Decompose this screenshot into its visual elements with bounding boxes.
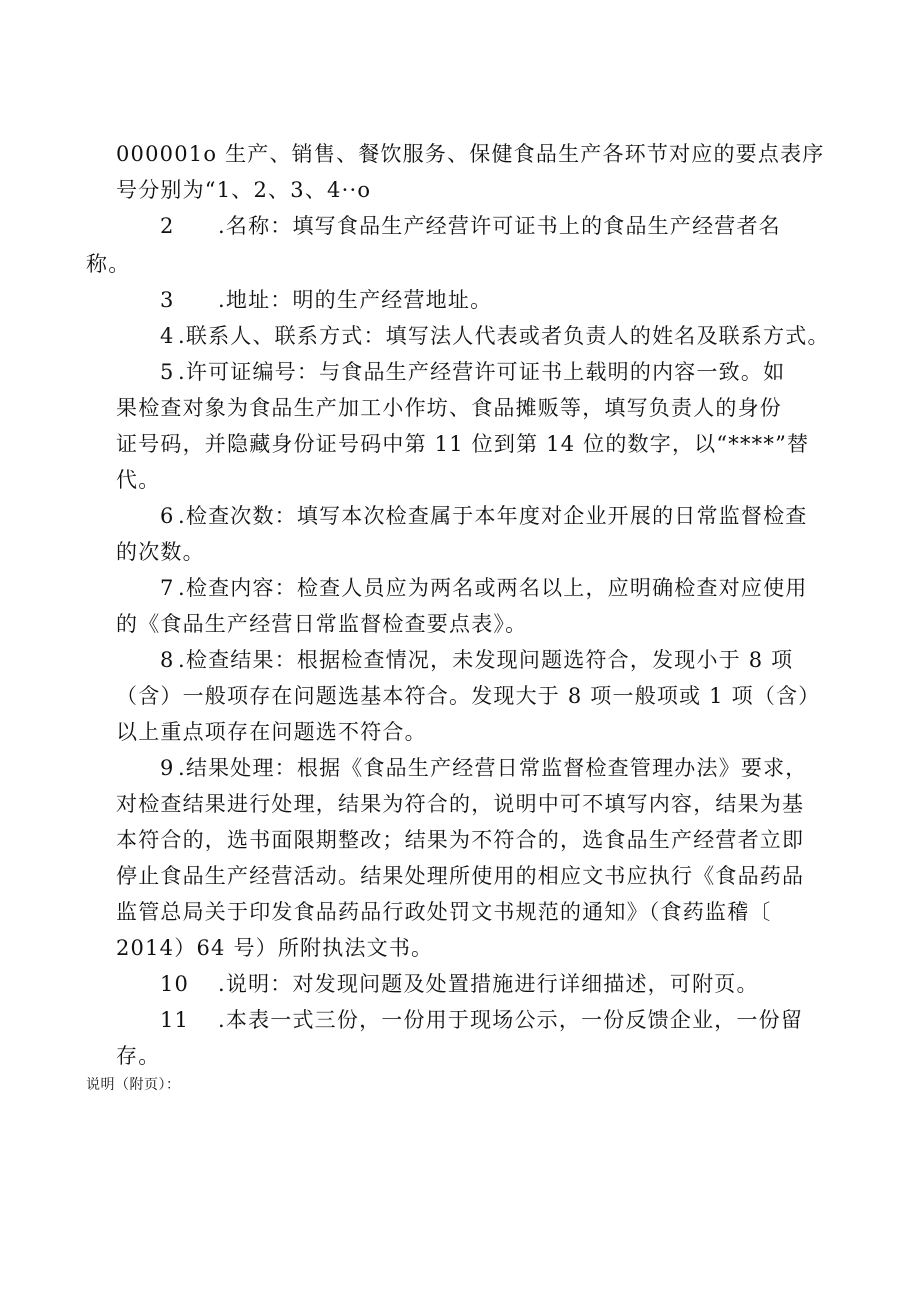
text-line: 2014）64 号）所附执法文书。 [116, 936, 434, 960]
item-text: .检查次数：填写本次检查属于本年度对企业开展的日常监督检查 [178, 504, 808, 528]
text-line: 的次数。 [116, 540, 205, 564]
item-text: .结果处理：根据《食品生产经营日常监督检查管理办法》要求， [178, 756, 808, 780]
text-line: 代。 [116, 468, 161, 492]
item-2 [160, 212, 781, 240]
item-number: 5 [160, 360, 175, 384]
text-line: 的《食品生产经营日常监督检查要点表》。 [116, 612, 528, 636]
item-number: 8 [160, 648, 175, 672]
item-number: 6 [160, 504, 175, 528]
item-number: 9 [160, 756, 175, 780]
item-11 [160, 1006, 803, 1034]
text-line: 证号码，并隐藏身份证号码中第 11 位到第 14 位的数字，以“****”替 [116, 432, 810, 456]
item-text: .地址：明的生产经营地址。 [218, 288, 493, 312]
item-text: .联系人、联系方式：填写法人代表或者负责人的姓名及联系方式。 [178, 324, 830, 348]
item-4 [160, 322, 830, 350]
item-text: .本表一式三份，一份用于现场公示，一份反馈企业，一份留 [218, 1008, 804, 1032]
item-6 [160, 502, 807, 530]
item-number: 7 [160, 576, 175, 600]
text-line: 果检查对象为食品生产加工小作坊、食品摊贩等，填写负责人的身份 [116, 396, 782, 420]
item-text: .检查内容：检查人员应为两名或两名以上，应明确检查对应使用 [178, 576, 808, 600]
item-text: .名称：填写食品生产经营许可证书上的食品生产经营者名 [218, 214, 781, 238]
item-number: 4 [160, 324, 175, 348]
text-line: 000001o 生产、销售、餐饮服务、保健食品生产各环节对应的要点表序 [116, 142, 825, 166]
text-line: 号分别为“1、2、3、4··o [116, 178, 372, 202]
item-5 [160, 358, 785, 386]
item-text: .检查结果：根据检查情况，未发现问题选符合，发现小于 8 项 [178, 648, 794, 672]
footnote-label: 说明（附页）： [86, 1077, 181, 1093]
text-line: 监管总局关于印发食品药品行政处罚文书规范的通知》（食药监稽〔 [116, 900, 772, 924]
item-number: 3 [160, 288, 175, 312]
text-line: 本符合的，选书面限期整改；结果为不符合的，选食品生产经营者立即 [116, 828, 805, 852]
item-number: 2 [160, 214, 175, 238]
item-text: .说明：对发现问题及处置措施进行详细描述，可附页。 [218, 972, 759, 996]
item-text: .许可证编号：与食品生产经营许可证书上载明的内容一致。如 [178, 360, 786, 384]
item-number: 10 [160, 972, 190, 996]
text-line: （含）一般项存在问题选基本符合。发现大于 8 项一般项或 1 项（含） [116, 684, 821, 708]
item-number: 11 [160, 1008, 190, 1032]
text-line: 称。 [86, 252, 131, 276]
item-9 [160, 754, 807, 782]
text-line: 对检查结果进行处理，结果为符合的，说明中可不填写内容，结果为基 [116, 792, 805, 816]
text-line: 存。 [116, 1044, 161, 1068]
text-line: 以上重点项存在问题选不符合。 [116, 720, 427, 744]
text-line: 停止食品生产经营活动。结果处理所使用的相应文书应执行《食品药品 [116, 864, 805, 888]
item-7 [160, 574, 807, 602]
item-10 [160, 970, 759, 998]
item-8 [160, 646, 793, 674]
item-3 [160, 286, 492, 314]
